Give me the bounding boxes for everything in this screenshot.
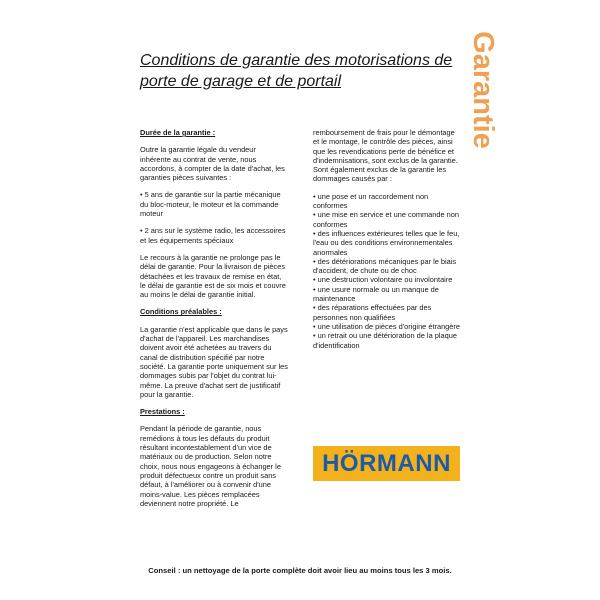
conditions-heading: Conditions préalables : xyxy=(140,307,222,317)
list-item: • une mise en service et une commande non conformes xyxy=(313,210,459,229)
list-item: • une pose et un raccordement non conformes xyxy=(313,191,429,211)
duree-recours: Le recours à la garantie ne prolonge pas le délai de garantie. Pour la livraison de pièces détachées et les travaux de remise en état, le délai de garantie est de six mois et couvre au moins le délai de garantie initial. xyxy=(140,252,286,300)
logo-text: HÖRMANN xyxy=(322,449,451,477)
list-item: • une usure normale ou un manque de maintenance xyxy=(313,284,439,304)
duree-item-2: • 2 ans sur le système radio, les accessoires et les équipements spéciaux xyxy=(140,226,286,245)
duree-item-1: • 5 ans de garantie sur la partie mécanique du bloc-moteur, le moteur et la commande moteur xyxy=(140,190,281,219)
list-item: • des détériorations mécaniques par le biais d'accident, de chute ou de choc xyxy=(313,256,457,276)
list-item: • une utilisation de pièces d'origine étrangère xyxy=(313,321,460,331)
conditions-text: La garantie n'est applicable que dans le pays d'achat de l'appareil. Les marchandises doivent avoir été achetées au travers du canal de distribution spécifié par notre société. La garantie porte uniquement sur les dommages subis par l'objet du contrat lui-même. La preuve d'achat sert de justificatif pour la garantie. xyxy=(140,324,288,399)
page-title: Conditions de garantie des motorisations de porte de garage et de portail xyxy=(140,52,453,90)
right-column xyxy=(313,128,461,350)
garantie-side-tab xyxy=(466,20,500,160)
list-item: • des réparations effectuées par des personnes non qualifiées xyxy=(313,303,432,322)
exclusions-list xyxy=(313,192,461,350)
footer-advice: Conseil : un nettoyage de la porte complète doit avoir lieu au moins tous les 3 mois. xyxy=(148,566,452,575)
continuation-text: remboursement de frais pour le démontage et le montage, le contrôle des pièces, ainsi que les revendications perte de bénéfice et d'indemnisations, sont exclus de la garantie. Sont également exclus de la garantie les dommages causés par : xyxy=(313,128,458,184)
list-item: • des influences extérieures telles que le feu, l'eau ou des conditions environnementales anormales xyxy=(313,228,460,257)
list-item: • un retrait ou une détérioration de la plaque d'identification xyxy=(313,331,457,350)
prestations-heading: Prestations : xyxy=(140,407,185,417)
hormann-logo xyxy=(313,446,460,481)
duree-intro: Outre la garantie légale du vendeur inhérente au contrat de vente, nous accordons, à compter de la date d'achat, les garanties pièces suivantes : xyxy=(140,145,285,183)
duree-heading: Durée de la garantie : xyxy=(140,128,216,137)
left-column xyxy=(140,128,288,516)
list-item: • une destruction volontaire ou involontaire xyxy=(313,275,453,285)
garantie-label: Garantie xyxy=(467,31,499,149)
prestations-text: Pendant la période de garantie, nous remédions à tous les défauts du produit résultant incontestablement d'un vice de matériaux ou de production. Selon notre choix, nous nous engageons à échanger le produit défectueux contre un produit sans défaut, à l'améliorer ou à convenir d'une moins-value. Les pièces remplacées deviennent notre propriété. Le xyxy=(140,424,281,508)
